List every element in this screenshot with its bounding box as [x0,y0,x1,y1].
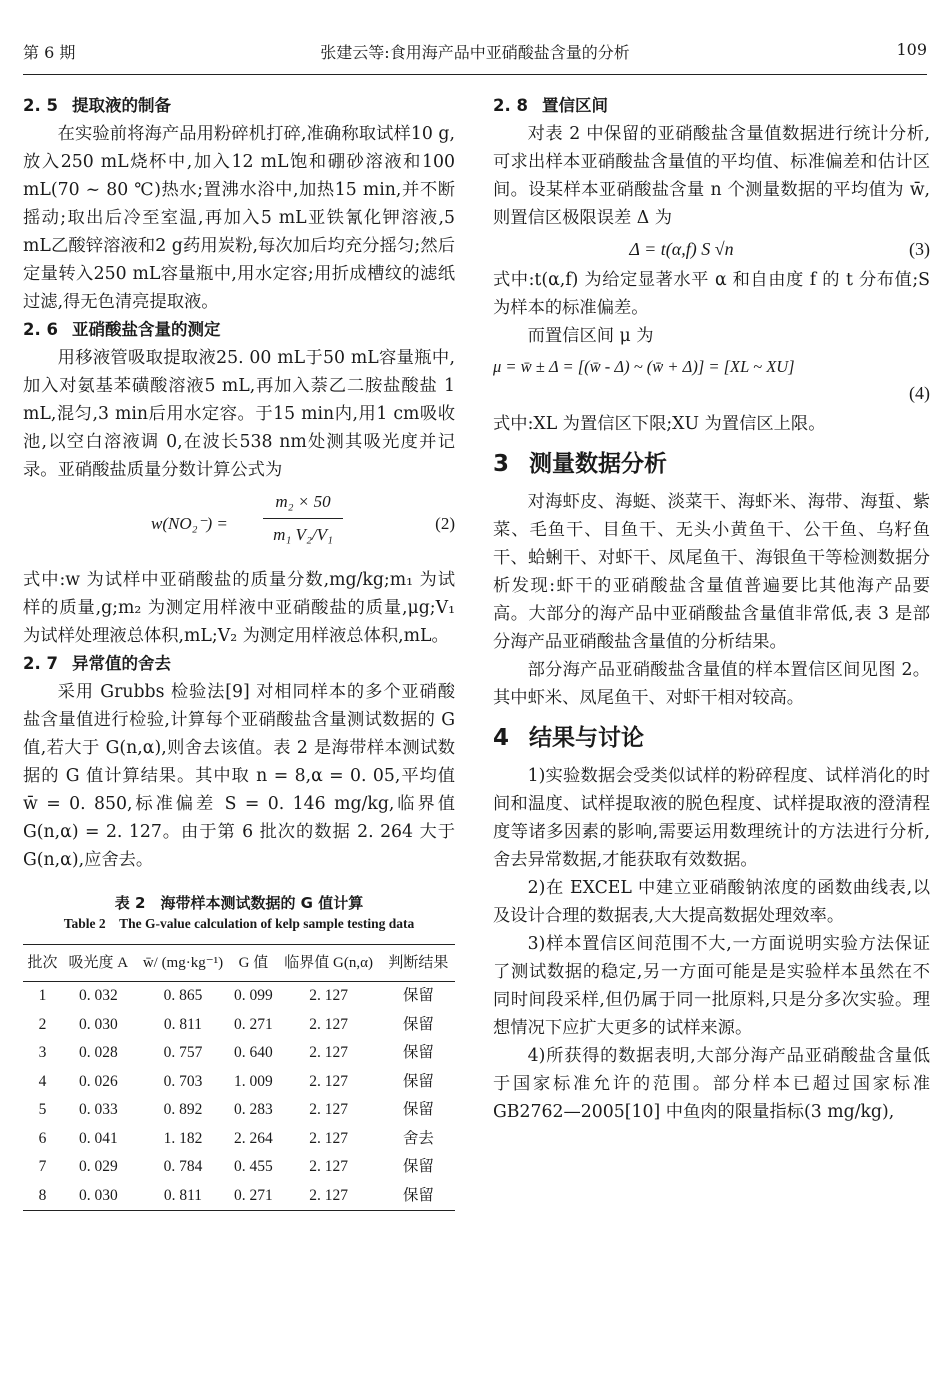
table-header-cell: 临界值 G(n,α) [276,945,382,982]
equation-body: Δ = t(α,f) S √n [629,239,734,259]
paragraph: 3)样本置信区间范围不大,一方面说明实验方法保证了测试数据的稳定,另一方面可能是是实验样本虽然在不同时间段采样,但仍属于同一批原料,只是分多次实验。理想情况下应扩大更多的试样来源。 [493,934,930,1038]
table-header-cell: G 值 [231,945,275,982]
table-cell: 8 [23,1182,62,1211]
page-number: 109 [896,40,927,59]
table-cell: 7 [38,1158,47,1176]
paragraph: 而置信区间 μ 为 [527,326,654,346]
table-cell: 1. 182 [163,1129,203,1147]
running-title: 张建云等:食用海产品中亚硝酸盐含量的分析 [320,43,630,62]
table-cell: 2. 127 [309,987,348,1005]
table-row [23,1182,455,1211]
equation-4 [493,350,930,410]
table-cell: 2 [38,1015,47,1033]
table-cell: 0. 026 [78,1072,118,1090]
table-cell: 0. 271 [234,1015,273,1033]
table-cell: 0. 784 [163,1158,203,1176]
table-cell: 0. 030 [78,1015,118,1033]
paragraph: 式中:XL 为置信区下限;XU 为置信区上限。 [493,414,826,434]
table-cell: 0. 099 [234,987,273,1005]
section-heading-4: 4 结果与讨论 [493,725,645,751]
table-cell: 0. 028 [78,1044,118,1062]
fraction-bar [263,518,343,519]
section-heading-2-6: 2. 6 亚硝酸盐含量的测定 [23,320,221,339]
table-cell: 5 [38,1101,47,1119]
table-row [23,1153,455,1182]
section-heading-2-7: 2. 7 异常值的舍去 [23,654,171,673]
table-cell: 6 [38,1129,47,1147]
table-caption-english: Table 2 The G-value calculation of kelp sample testing data [63,916,415,931]
running-header [23,40,927,66]
table-cell: 0. 640 [234,1044,273,1062]
table-header-cell: 吸光度 A [62,945,135,982]
paragraph: 对表 2 中保留的亚硝酸盐含量值数据进行统计分析,可求出样本亚硝酸盐含量值的平均值、标准偏差和估计区间。设某样本亚硝酸盐含量 n 个测量数据的平均值为 w̄,则置信区极限误差 Δ 为 [493,124,930,228]
table-cell: 2. 127 [309,1015,348,1033]
header-rule [23,74,927,75]
table-cell: 2. 127 [309,1101,348,1119]
table-caption: 表 2 海带样本测试数据的 G 值计算 [114,894,364,912]
table-row [23,1068,455,1097]
table-cell: 1 [38,987,47,1005]
table-cell: 0. 041 [78,1129,118,1147]
table-cell: 保留 [402,1044,434,1062]
table-cell: 0. 271 [231,1182,275,1211]
paragraph: 对海虾皮、海蜓、淡菜干、海虾米、海带、海蜇、紫菜、毛鱼干、目鱼干、无头小黄鱼干、公干鱼、乌籽鱼干、蛤蜊干、对虾干、凤尾鱼干、海银鱼干等检测数据分析发现:虾干的亚硝酸盐含量值普遍要比其他海产品要高。大部分的海产品中亚硝酸盐含量值非常低,表 3 是部分海产品亚硝酸盐含量值的分析结果。 [493,492,930,652]
table-cell: 舍去 [402,1129,434,1147]
paragraph: 式中:w 为试样中亚硝酸盐的质量分数,mg/kg;m₁ 为试样的质量,g;m₂ 为测定用样液中亚硝酸盐的质量,μg;V₁ 为试样处理液总体积,mL;V₂ 为测定用样液总体积,mL。 [23,570,455,646]
table-cell: 2. 127 [309,1044,348,1062]
table-cell: 3 [38,1044,47,1062]
table-cell: 保留 [402,1101,434,1119]
table-cell: 2. 264 [234,1129,273,1147]
g-value-table [23,944,455,1211]
paragraph: 部分海产品亚硝酸盐含量值的样本置信区间见图 2。其中虾米、凤尾鱼干、对虾干相对较高。 [493,660,930,708]
table-cell: 保留 [402,987,434,1005]
equation-number: (4) [909,383,930,403]
table-cell: 0. 033 [78,1101,118,1119]
paragraph: 1)实验数据会受类似试样的粉碎程度、试样消化的时间和温度、试样提取液的脱色程度、试样提取液的澄清程度等诸多因素的影响,需要运用数理统计的方法进行分析,舍去异常数据,才能获取有效数据。 [493,766,930,870]
table-cell: 0. 030 [62,1182,135,1211]
section-heading-2-8: 2. 8 置信区间 [493,96,608,115]
table-row [23,1096,455,1125]
table-cell: 0. 032 [78,987,118,1005]
table-cell: 2. 127 [309,1129,348,1147]
issue-number: 第 6 期 [23,43,76,62]
table-cell: 保留 [402,1072,434,1090]
table-cell: 保留 [402,1158,434,1176]
table-cell: 保留 [402,1015,434,1033]
table-cell: 0. 455 [234,1158,273,1176]
table-row [23,982,455,1011]
paragraph: 用移液管吸取提取液25. 00 mL于50 mL容量瓶中,加入对氨基苯磺酸溶液5 mL,再加入萘乙二胺盐酸盐 1 mL,混匀,3 min后用水定容。于15 min内,用1 cm吸收池,以空白溶液调 0,在波长538 nm处测其吸光度并记录。亚硝酸盐质量分数计算公式为 [23,348,455,480]
equation-2 [23,484,455,566]
table-cell: 0. 865 [163,987,203,1005]
paragraph: 4)所获得的数据表明,大部分海产品亚硝酸盐含量低于国家标准允许的范围。部分样本已超过国家标准 GB2762—2005[10] 中鱼肉的限量指标(3 mg/kg), [493,1046,930,1122]
table-row [23,1125,455,1154]
table-cell: 2. 127 [309,1072,348,1090]
paragraph: 2)在 EXCEL 中建立亚硝酸钠浓度的函数曲线表,以及设计合理的数据表,大大提高数据处理效率。 [493,878,930,926]
table-cell: 2. 127 [276,1182,382,1211]
table-header-cell: w̄/ (mg·kg⁻¹) [135,945,232,982]
equation-lhs: w(NO₂⁻) = [151,514,228,533]
table-cell: 0. 703 [163,1072,203,1090]
table-cell: 1. 009 [234,1072,273,1090]
equation-3 [493,232,930,266]
table-cell: 0. 892 [163,1101,203,1119]
table-row [23,1011,455,1040]
table-header-cell: 批次 [23,945,62,982]
paragraph: 式中:t(α,f) 为给定显著水平 α 和自由度 f 的 t 分布值;S 为样本的标准偏差。 [493,270,930,318]
section-heading-3: 3 测量数据分析 [493,451,668,477]
equation-body: μ = w̄ ± Δ = [(w̄ - Δ) ~ (w̄ + Δ)] = [XL ~ XU] [493,357,795,376]
right-column [493,92,930,1126]
equation-fraction [263,488,343,549]
equation-number: (3) [909,239,930,259]
section-heading-2-5: 2. 5 提取液的制备 [23,96,171,115]
table-row [23,1039,455,1068]
fraction-numerator: m₂ × 50 [275,492,331,511]
table-cell: 0. 811 [163,1015,203,1033]
table-cell: 2. 127 [309,1158,348,1176]
table-cell: 0. 283 [234,1101,273,1119]
equation-number: (2) [435,514,455,533]
table-cell: 0. 029 [78,1158,118,1176]
table-cell: 0. 757 [163,1044,203,1062]
paragraph: 在实验前将海产品用粉碎机打碎,准确称取试样10 g,放入250 mL烧杯中,加入12 mL饱和硼砂溶液和100 mL(70 ~ 80 ℃)热水;置沸水浴中,加热15 min,并不断摇动;取出后冷至室温,再加入5 mL亚铁氰化钾溶液,5 mL乙酸锌溶液和2 g药用炭粉,每次加后均充分摇匀;然后定量转入250 mL容量瓶中,用水定容;用折成槽纹的滤纸过滤,得无色清亮提取液。 [23,124,455,312]
table-cell: 4 [38,1072,47,1090]
table-header-row [23,945,455,982]
fraction-denominator: m₁ V₂/V₁ [273,525,333,544]
table-cell: 保留 [382,1182,455,1211]
left-column [23,92,455,1211]
table-header-cell: 判断结果 [382,945,455,982]
paragraph: 采用 Grubbs 检验法[9] 对相同样本的多个亚硝酸盐含量值进行检验,计算每个亚硝酸盐含量测试数据的 G 值,若大于 G(n,α),则舍去该值。表 2 是海带样本测试数据的 G 值计算结果。其中取 n = 8,α = 0. 05,平均值 w̄ = 0. 850,标准偏差 S = 0. 146 mg/kg,临界值 G(n,α) = 2. 127。由于第 6 批次的数据 2. 264 大于 G(n,α),应舍去。 [23,682,455,870]
table-cell: 0. 811 [135,1182,232,1211]
